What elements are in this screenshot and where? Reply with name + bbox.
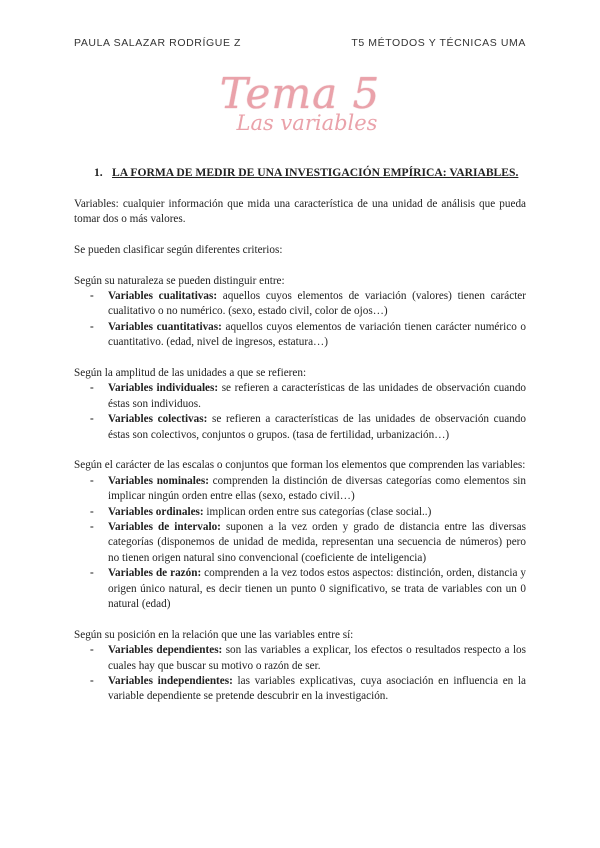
variable-term: Variables nominales: [108, 474, 209, 487]
bullet-dash: - [90, 520, 94, 533]
variable-description: aquellos cuyos elementos de variación (valores) tienen carácter cualitativo o no numérico. (sexo, estado civil, color de ojos…) [108, 289, 526, 318]
variable-description: implican orden entre sus categorías (clase social..) [203, 505, 432, 518]
definition-paragraph: Variables: cualquier información que mida una característica de una unidad de análisis que pueda tomar dos o más valores. [74, 197, 526, 225]
list-item [74, 505, 526, 520]
variable-description: las variables explicativas, cuya asociación en influencia en la variable dependiente se pretende descubrir en la investigación. [108, 675, 526, 703]
list-item [74, 474, 526, 505]
section-heading [94, 165, 526, 181]
variable-description: son las variables a explicar, los efectos o resultados respecto a los cuales hay que buscar su motivo o razón de ser. [108, 644, 527, 672]
bullet-dash: - [90, 567, 94, 580]
bullet-dash: - [90, 413, 94, 426]
document-title: Tema 5 [219, 69, 381, 118]
variable-term: Variables de razón: [108, 567, 202, 580]
variable-term: Variables de intervalo: [108, 520, 221, 533]
variable-description: aquellos cuyos elementos de variación tienen carácter numérico o cuantitativo. (edad, nivel de ingresos, estatura…) [108, 320, 527, 349]
header-course: T5 MÉTODOS Y TÉCNICAS UMA [351, 37, 526, 49]
group-intro: Según el carácter de las escalas o conjuntos que forman los elementos que comprenden las variables: [74, 459, 526, 472]
bullet-dash: - [90, 320, 94, 333]
bullet-dash: - [90, 675, 94, 688]
section-number: 1. [94, 166, 103, 179]
variable-term: Variables cualitativas: [108, 289, 218, 302]
list-item [74, 520, 526, 566]
document-subtitle: Las variables [236, 111, 378, 135]
variable-term: Variables dependientes: [108, 644, 223, 657]
variable-list [74, 381, 526, 443]
bullet-dash: - [90, 474, 94, 487]
variable-list [74, 289, 526, 351]
list-item [74, 381, 526, 412]
classification-groups [74, 274, 526, 705]
criteria-paragraph: Se pueden clasificar según diferentes criterios: [74, 243, 283, 256]
list-item [74, 674, 526, 705]
bullet-dash: - [90, 644, 94, 657]
variable-term: Variables colectivas: [108, 413, 208, 426]
group-intro: Según su naturaleza se pueden distinguir entre: [74, 274, 285, 287]
variable-description: comprenden a la vez todos estos aspectos: distinción, orden, distancia y origen único natural, es decir tienen un punto 0 significativo, se trata de variables con un 0 natural (edad) [108, 567, 526, 610]
variable-term: Variables ordinales: [108, 505, 204, 518]
bullet-dash: - [90, 505, 94, 518]
group-intro: Según su posición en la relación que une las variables entre sí: [74, 628, 354, 641]
header-author: PAULA SALAZAR RODRÍGUE Z [74, 37, 242, 49]
list-item [74, 412, 526, 443]
variable-term: Variables independientes: [108, 675, 233, 688]
variable-description: se refieren a características de las unidades de observación cuando éstas son colectivos, conjuntos o grupos. (tasa de fertilidad, urbanización…) [108, 413, 526, 441]
variable-term: Variables individuales: [108, 382, 219, 395]
variable-description: se refieren a características de las unidades de observación cuando éstas son individuos. [108, 382, 527, 410]
bullet-dash: - [90, 382, 94, 395]
list-item [74, 289, 526, 320]
variable-list [74, 474, 526, 613]
variable-description: comprenden la distinción de diversas categorías como elementos sin implicar ningún orden entre ellas (sexo, estado civil…) [108, 474, 526, 503]
group-intro: Según la amplitud de las unidades a que se refieren: [74, 366, 307, 379]
document-body [74, 165, 526, 720]
section-title: LA FORMA DE MEDIR DE UNA INVESTIGACIÓN EMPÍRICA: VARIABLES. [112, 166, 519, 179]
title-block [0, 69, 600, 135]
variable-list [74, 643, 526, 705]
variable-term: Variables cuantitativas: [108, 320, 222, 333]
bullet-dash: - [90, 289, 94, 302]
variable-description: suponen a la vez orden y grado de distancia entre las diversas categorías (disponemos de unidad de medida, representan una secuencia de números) pero no tienen origen natural sino convencional (coeficiente de inteligencia) [108, 520, 526, 564]
list-item [74, 320, 526, 351]
page-header [74, 37, 526, 49]
list-item [74, 566, 526, 612]
list-item [74, 643, 526, 674]
